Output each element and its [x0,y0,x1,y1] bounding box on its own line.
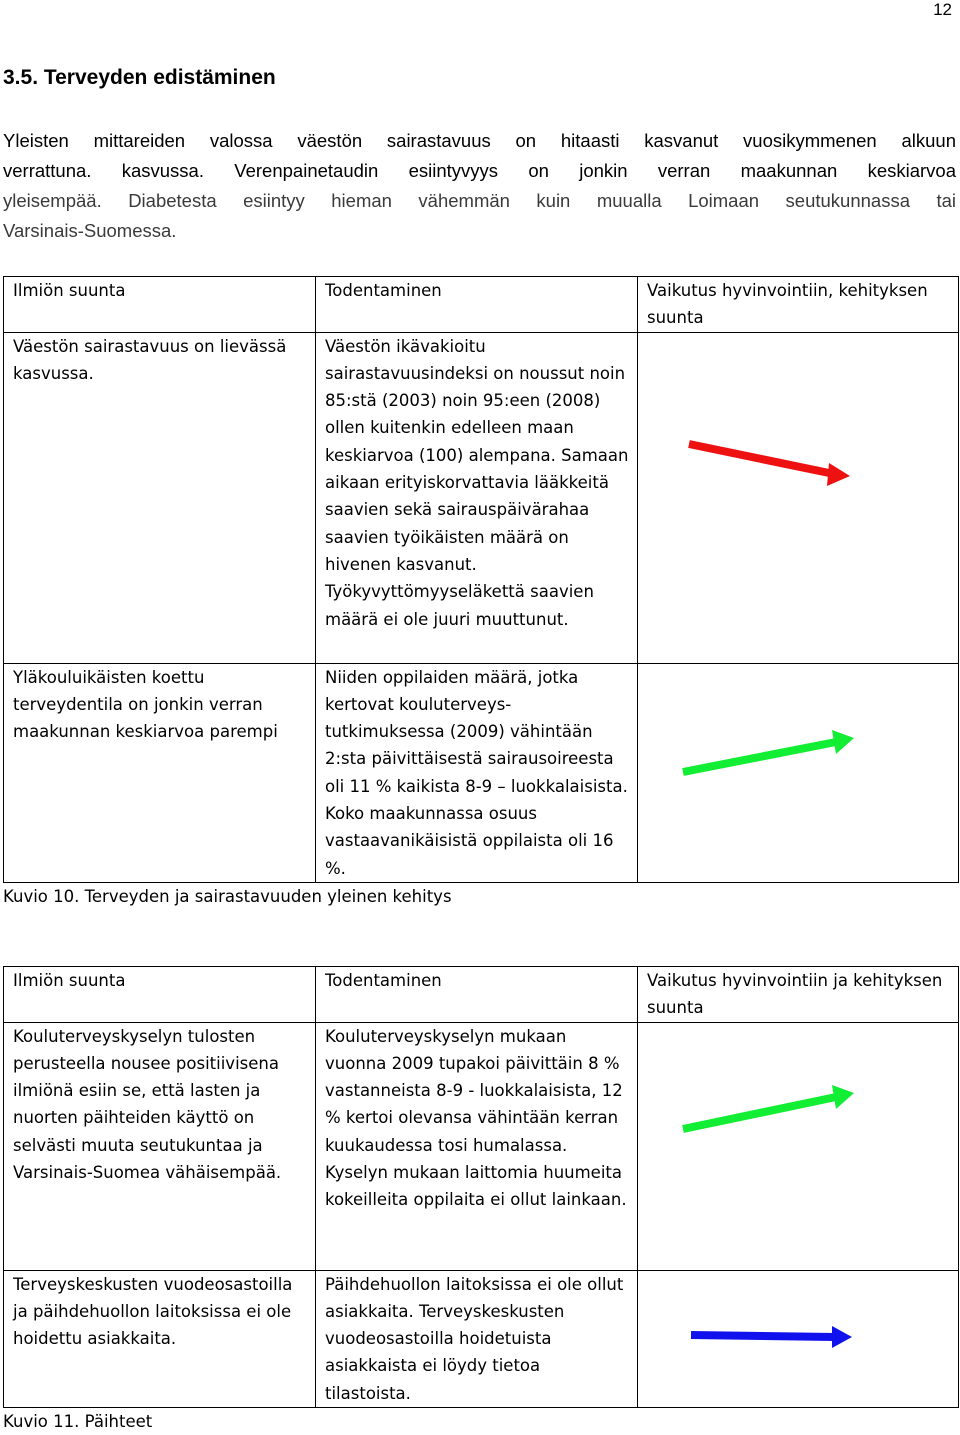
column-header: Ilmiön suunta [4,277,316,333]
health-table [3,276,959,883]
page-number: 12 [933,0,952,19]
phenomenon-cell: Väestön sairastavuus on lievässä kasvussa. [4,332,316,663]
intro-line: yleisempää. Diabetesta esiintyy hieman vähemmän kuin muualla Loimaan seutukunnassa tai [3,190,956,211]
column-header: Todentaminen [316,277,638,333]
column-header: Todentaminen [316,967,638,1023]
table-row [4,332,959,663]
verification-cell: Kouluterveyskyselyn mukaan vuonna 2009 tupakoi päivittäin 8 % vastanneista 8-9 - luokkalaisista, 12 % kertoi olevansa vähintään kerran kuukaudessa tosi humalassa. Kyselyn mukaan laittomia huumeita kokeilleita oppilaita ei ollut lainkaan. [316,1022,638,1270]
arrow-right-icon [638,1271,957,1408]
intro-line: verrattuna. kasvussa. Verenpainetaudin esiintyvyys on jonkin verran maakunnan keskiarvoa [3,160,956,181]
column-header: Vaikutus hyvinvointiin, kehityksen suunta [638,277,959,333]
table-row [4,1270,959,1407]
verification-cell: Päihdehuollon laitoksissa ei ole ollut asiakkaita. Terveyskeskusten vuodeosastoilla hoidetuista asiakkaista ei löydy tietoa tilastoista. [316,1270,638,1407]
phenomenon-cell: Terveyskeskusten vuodeosastoilla ja päihdehuollon laitoksissa ei ole hoidettu asiakkaita. [4,1270,316,1407]
verification-cell: Niiden oppilaiden määrä, jotka kertovat kouluterveys-tutkimuksessa (2009) vähintään 2:sta päivittäisestä sairausoireesta oli 11 % kaikista 8-9 – luokkalaisista. Koko maakunnassa osuus vastaavanikäisistä oppilaista oli 16 %. [316,663,638,882]
intro-line: Yleisten mittareiden valossa väestön sairastavuus on hitaasti kasvanut vuosikymmenen alkuun [3,130,956,151]
table-header-row [4,277,959,333]
arrow-up-right-icon [638,664,957,883]
impact-cell [638,1270,959,1407]
table-row [4,1022,959,1270]
phenomenon-cell: Kouluterveyskyselyn tulosten perusteella nousee positiivisena ilmiönä esiin se, että lasten ja nuorten päihteiden käyttö on selvästi muuta seutukuntaa ja Varsinais-Suomea vähäisempää. [4,1022,316,1270]
verification-cell: Väestön ikävakioitu sairastavuusindeksi on noussut noin 85:stä (2003) noin 95:een (2008) ollen kuitenkin edelleen maan keskiarvoa (100) alempana. Samaan aikaan erityiskorvattavia lääkkeitä saavien sekä sairauspäivärahaa saavien työikäisten määrä on hivenen kasvanut. Työkyvyttömyyseläkettä saavien määrä ei ole juuri muuttunut. [316,332,638,663]
arrow-up-right-icon [638,1023,957,1271]
intro-paragraph [3,126,956,246]
figure-caption: Kuvio 11. Päihteet [3,1412,153,1431]
impact-cell [638,663,959,882]
table-row [4,663,959,882]
arrow-slightly-down-icon [638,333,957,664]
column-header: Vaikutus hyvinvointiin ja kehityksen suunta [638,967,959,1023]
figure-caption: Kuvio 10. Terveyden ja sairastavuuden yleinen kehitys [3,887,452,906]
impact-cell [638,332,959,663]
section-heading: 3.5. Terveyden edistäminen [3,66,276,89]
phenomenon-cell: Yläkouluikäisten koettu terveydentila on jonkin verran maakunnan keskiarvoa parempi [4,663,316,882]
column-header: Ilmiön suunta [4,967,316,1023]
table-header-row [4,967,959,1023]
intro-line: Varsinais-Suomessa. [3,220,177,241]
impact-cell [638,1022,959,1270]
substances-table [3,966,959,1408]
